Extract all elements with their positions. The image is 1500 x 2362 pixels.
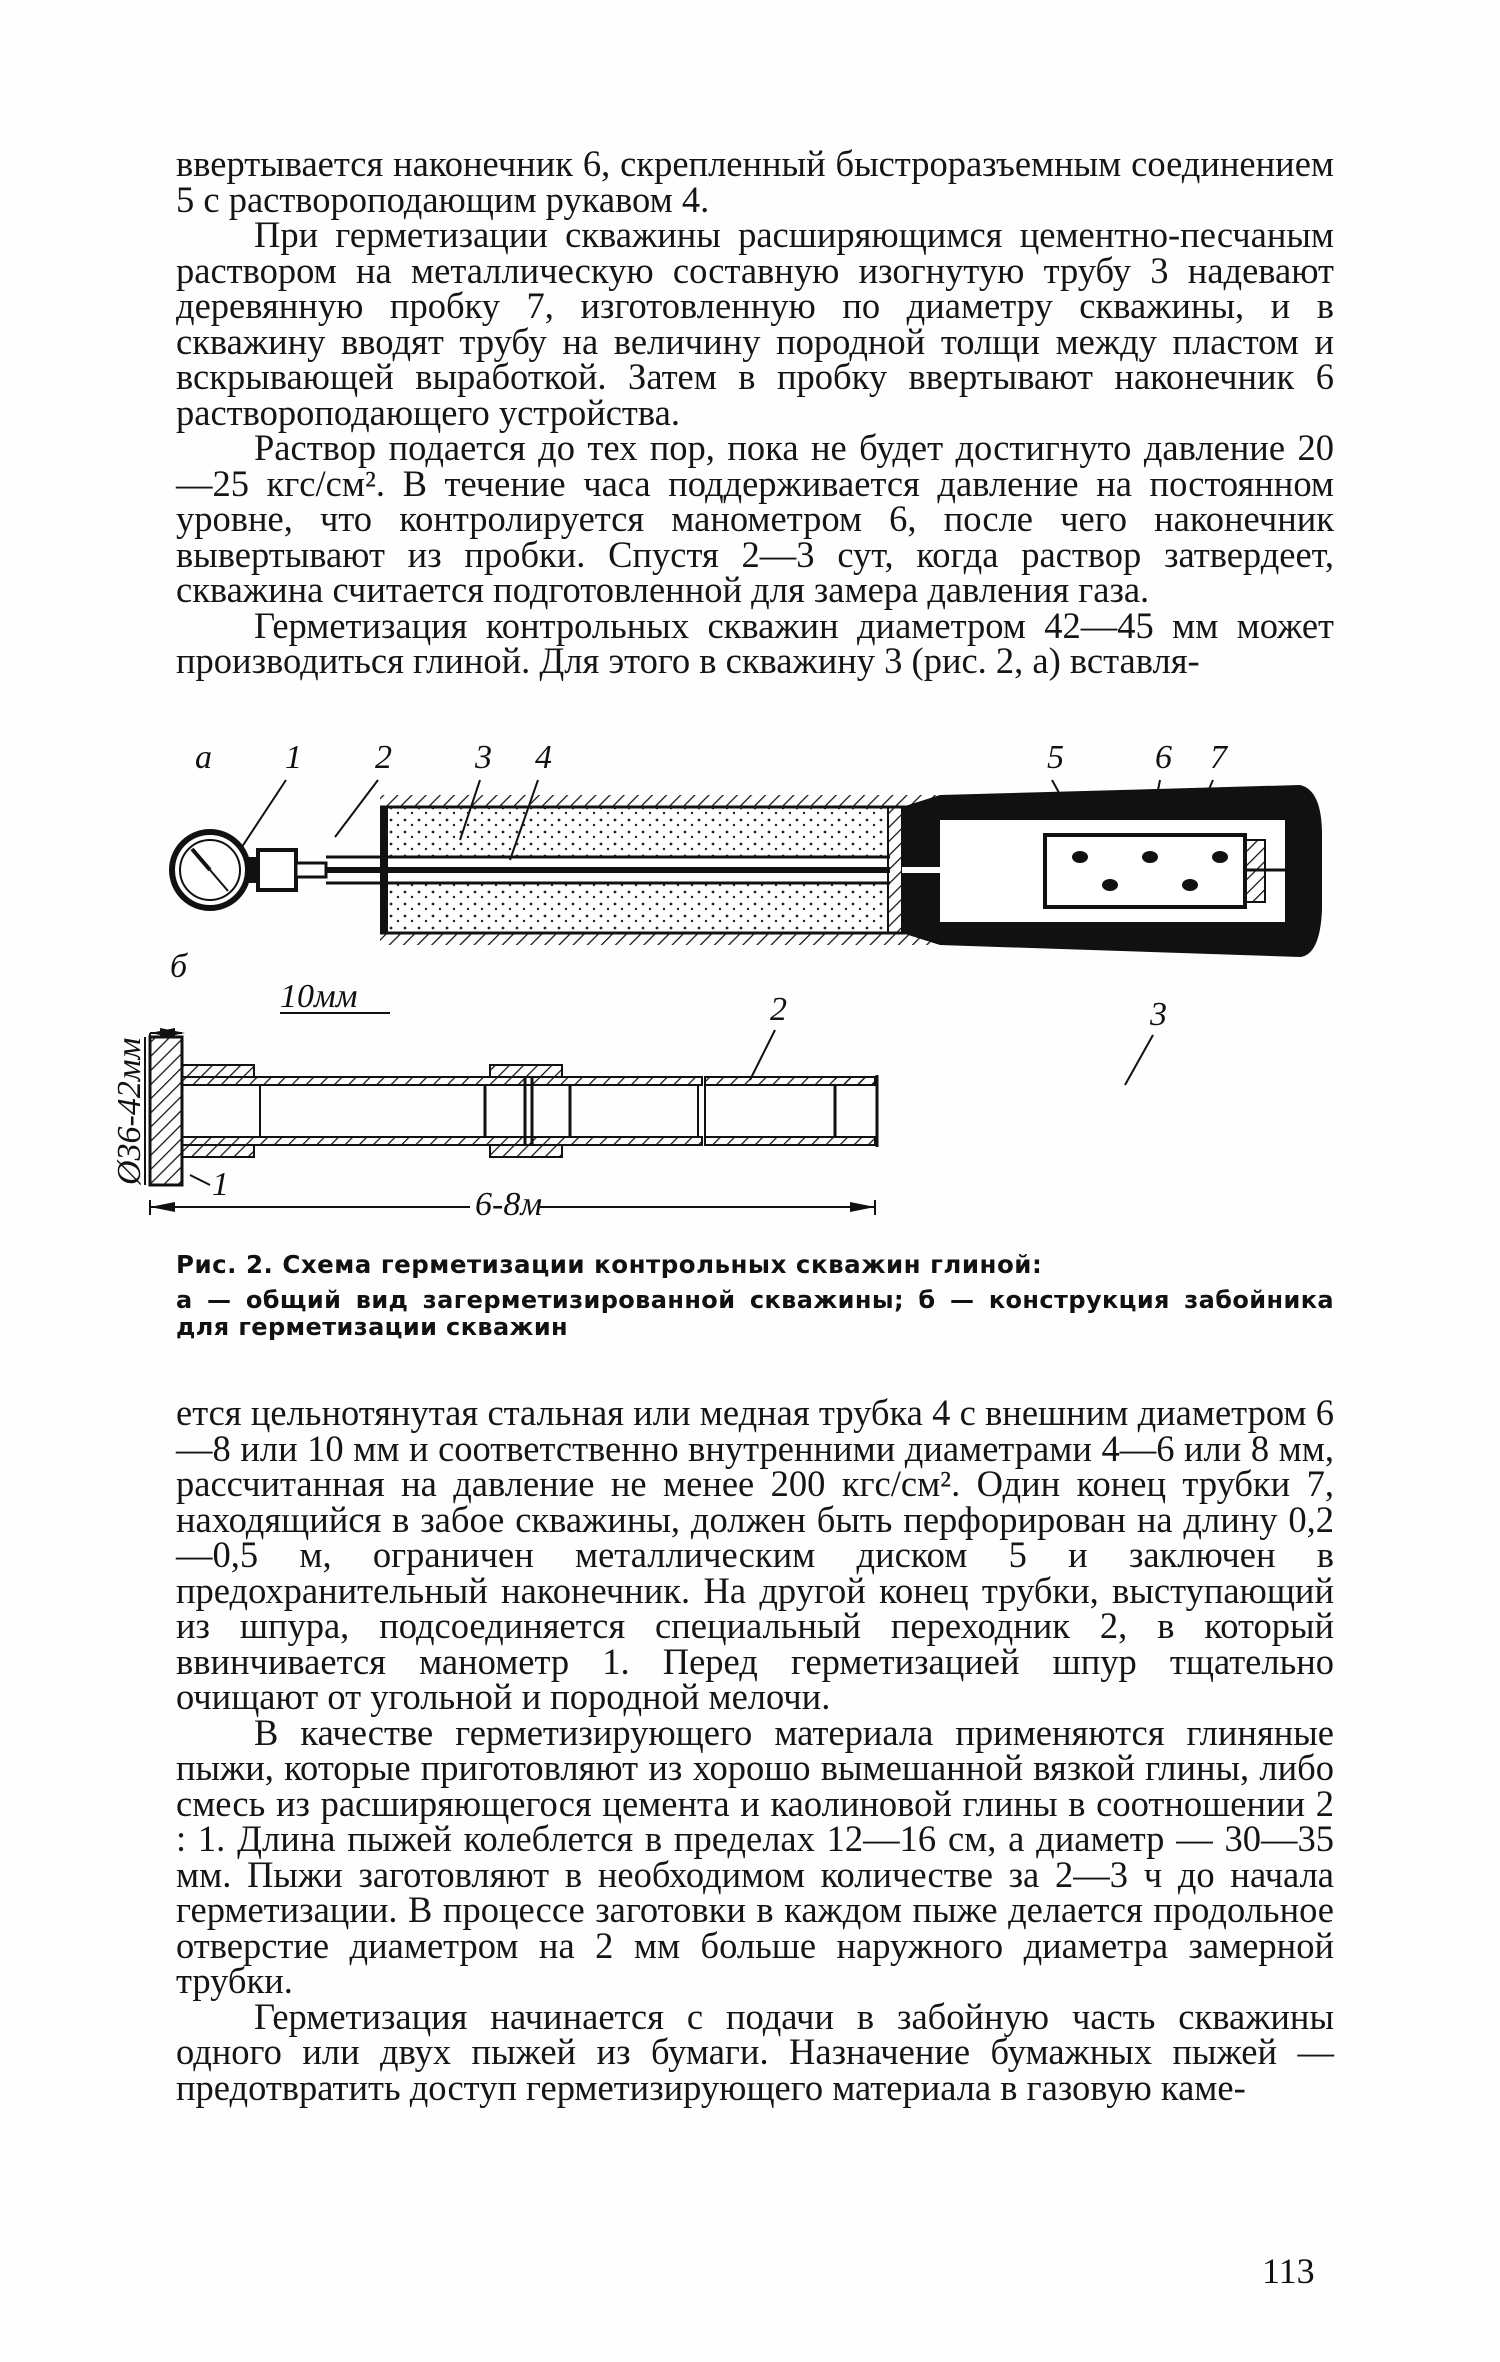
label-7: 7 [1210, 739, 1227, 776]
label-5: 5 [1047, 739, 1064, 776]
body-text-bottom [176, 1392, 1334, 2108]
figure-2 [111, 739, 1350, 1245]
label-3: 3 [475, 739, 492, 776]
body-text-top [176, 143, 1334, 681]
figure-caption-text: а — общий вид загерметизированной скважины; б — конструкция забойника для герметизации скважин [176, 1286, 1334, 1341]
paragraph: Герметизация начинается с подачи в забойную часть скважины одного или двух пыжей из бумаги. Назначение бумажных пыжей — предотвратить доступ герметизирующего материала в газовую каме- [176, 1995, 1334, 2108]
part-b-letter: б [170, 948, 188, 985]
paragraph: Раствор подается до тех пор, пока не будет достигнуто давление 20—25 кгс/см². В течение часа поддерживается давление на постоянном уровне, что контролируется манометром 6, после чего наконечник вывертывают из пробки. Спустя 2—3 сут, когда раствор затвердеет, скважина считается подготовленной для замера давления газа. [176, 427, 1334, 610]
page-number: 113 [1262, 2251, 1315, 2291]
label-b-3: 3 [1150, 996, 1167, 1033]
paragraph: Герметизация контрольных скважин диаметром 42—45 мм может производиться глиной. Для этого в скважину 3 (рис. 2, а) вставля- [176, 604, 1334, 681]
figure-2-drawing [111, 739, 1350, 1245]
label-2: 2 [375, 739, 392, 776]
paragraph: ется цельнотянутая стальная или медная трубка 4 с внешним диаметром 6—8 или 10 мм и соответственно внутренними диаметрами 4—6 или 8 мм, рассчитанная на давление не менее 200 кгс/см². Один конец трубки 7, находящийся в забое скважины, должен быть перфорирован на длину 0,2—0,5 м, ограничен металлическим диском 5 и заключен в предохранительный наконечник. На другой конец трубки, выступающий из шпура, подсоединяется специальный переходник 2, в который ввинчивается манометр 1. Перед герметизацией шпур тщательно очищают от угольной и породной мелочи. [176, 1392, 1334, 1717]
paragraph: ввертывается наконечник 6, скрепленный быстроразъемным соединением 5 с растворoподающим рукавом 4. [176, 143, 1334, 220]
label-b-2: 2 [770, 991, 787, 1028]
figure-caption-title: Рис. 2. Схема герметизации контрольных скважин глиной: [176, 1250, 1043, 1279]
part-a-letter: а [195, 739, 212, 776]
figure-part-a [172, 739, 1322, 957]
paragraph: В качестве герметизирующего материала применяются глиняные пыжи, которые приготовляют из хорошо вымешанной вязкой глины, либо смесь из расширяющегося цемента и каолиновой глины в соотношении 2 : 1. Длина пыжей колеблется в пределах 12—16 см, а диаметр — 30—35 мм. Пыжи заготовляют в необходимом количестве за 2—3 ч до начала герметизации. В процессе заготовки в каждом пыже делается продольное отверстие диаметром на 2 мм больше наружного диаметра замерной трубки. [176, 1711, 1334, 2001]
paragraph: При герметизации скважины расширяющимся цементно-песчаным раствором на металлическую составную изогнутую трубу 3 надевают деревянную пробку 7, изготовленную по диаметру скважины, и в скважину вводят трубу на величину породной толщи между пластом и вскрывающей выработкой. Затем в пробку ввертывают наконечник 6 растворoподающего устройства. [176, 214, 1334, 433]
label-1: 1 [285, 739, 302, 776]
dim-top: 10мм [280, 978, 358, 1015]
figure-part-b [111, 948, 1167, 1223]
label-6: 6 [1155, 739, 1172, 776]
label-4: 4 [535, 739, 552, 776]
manometer-icon [172, 832, 248, 908]
dim-side: Ø36-42мм [111, 1037, 148, 1185]
label-b-1: 1 [212, 1166, 229, 1203]
dim-length: 6-8м [475, 1186, 543, 1223]
